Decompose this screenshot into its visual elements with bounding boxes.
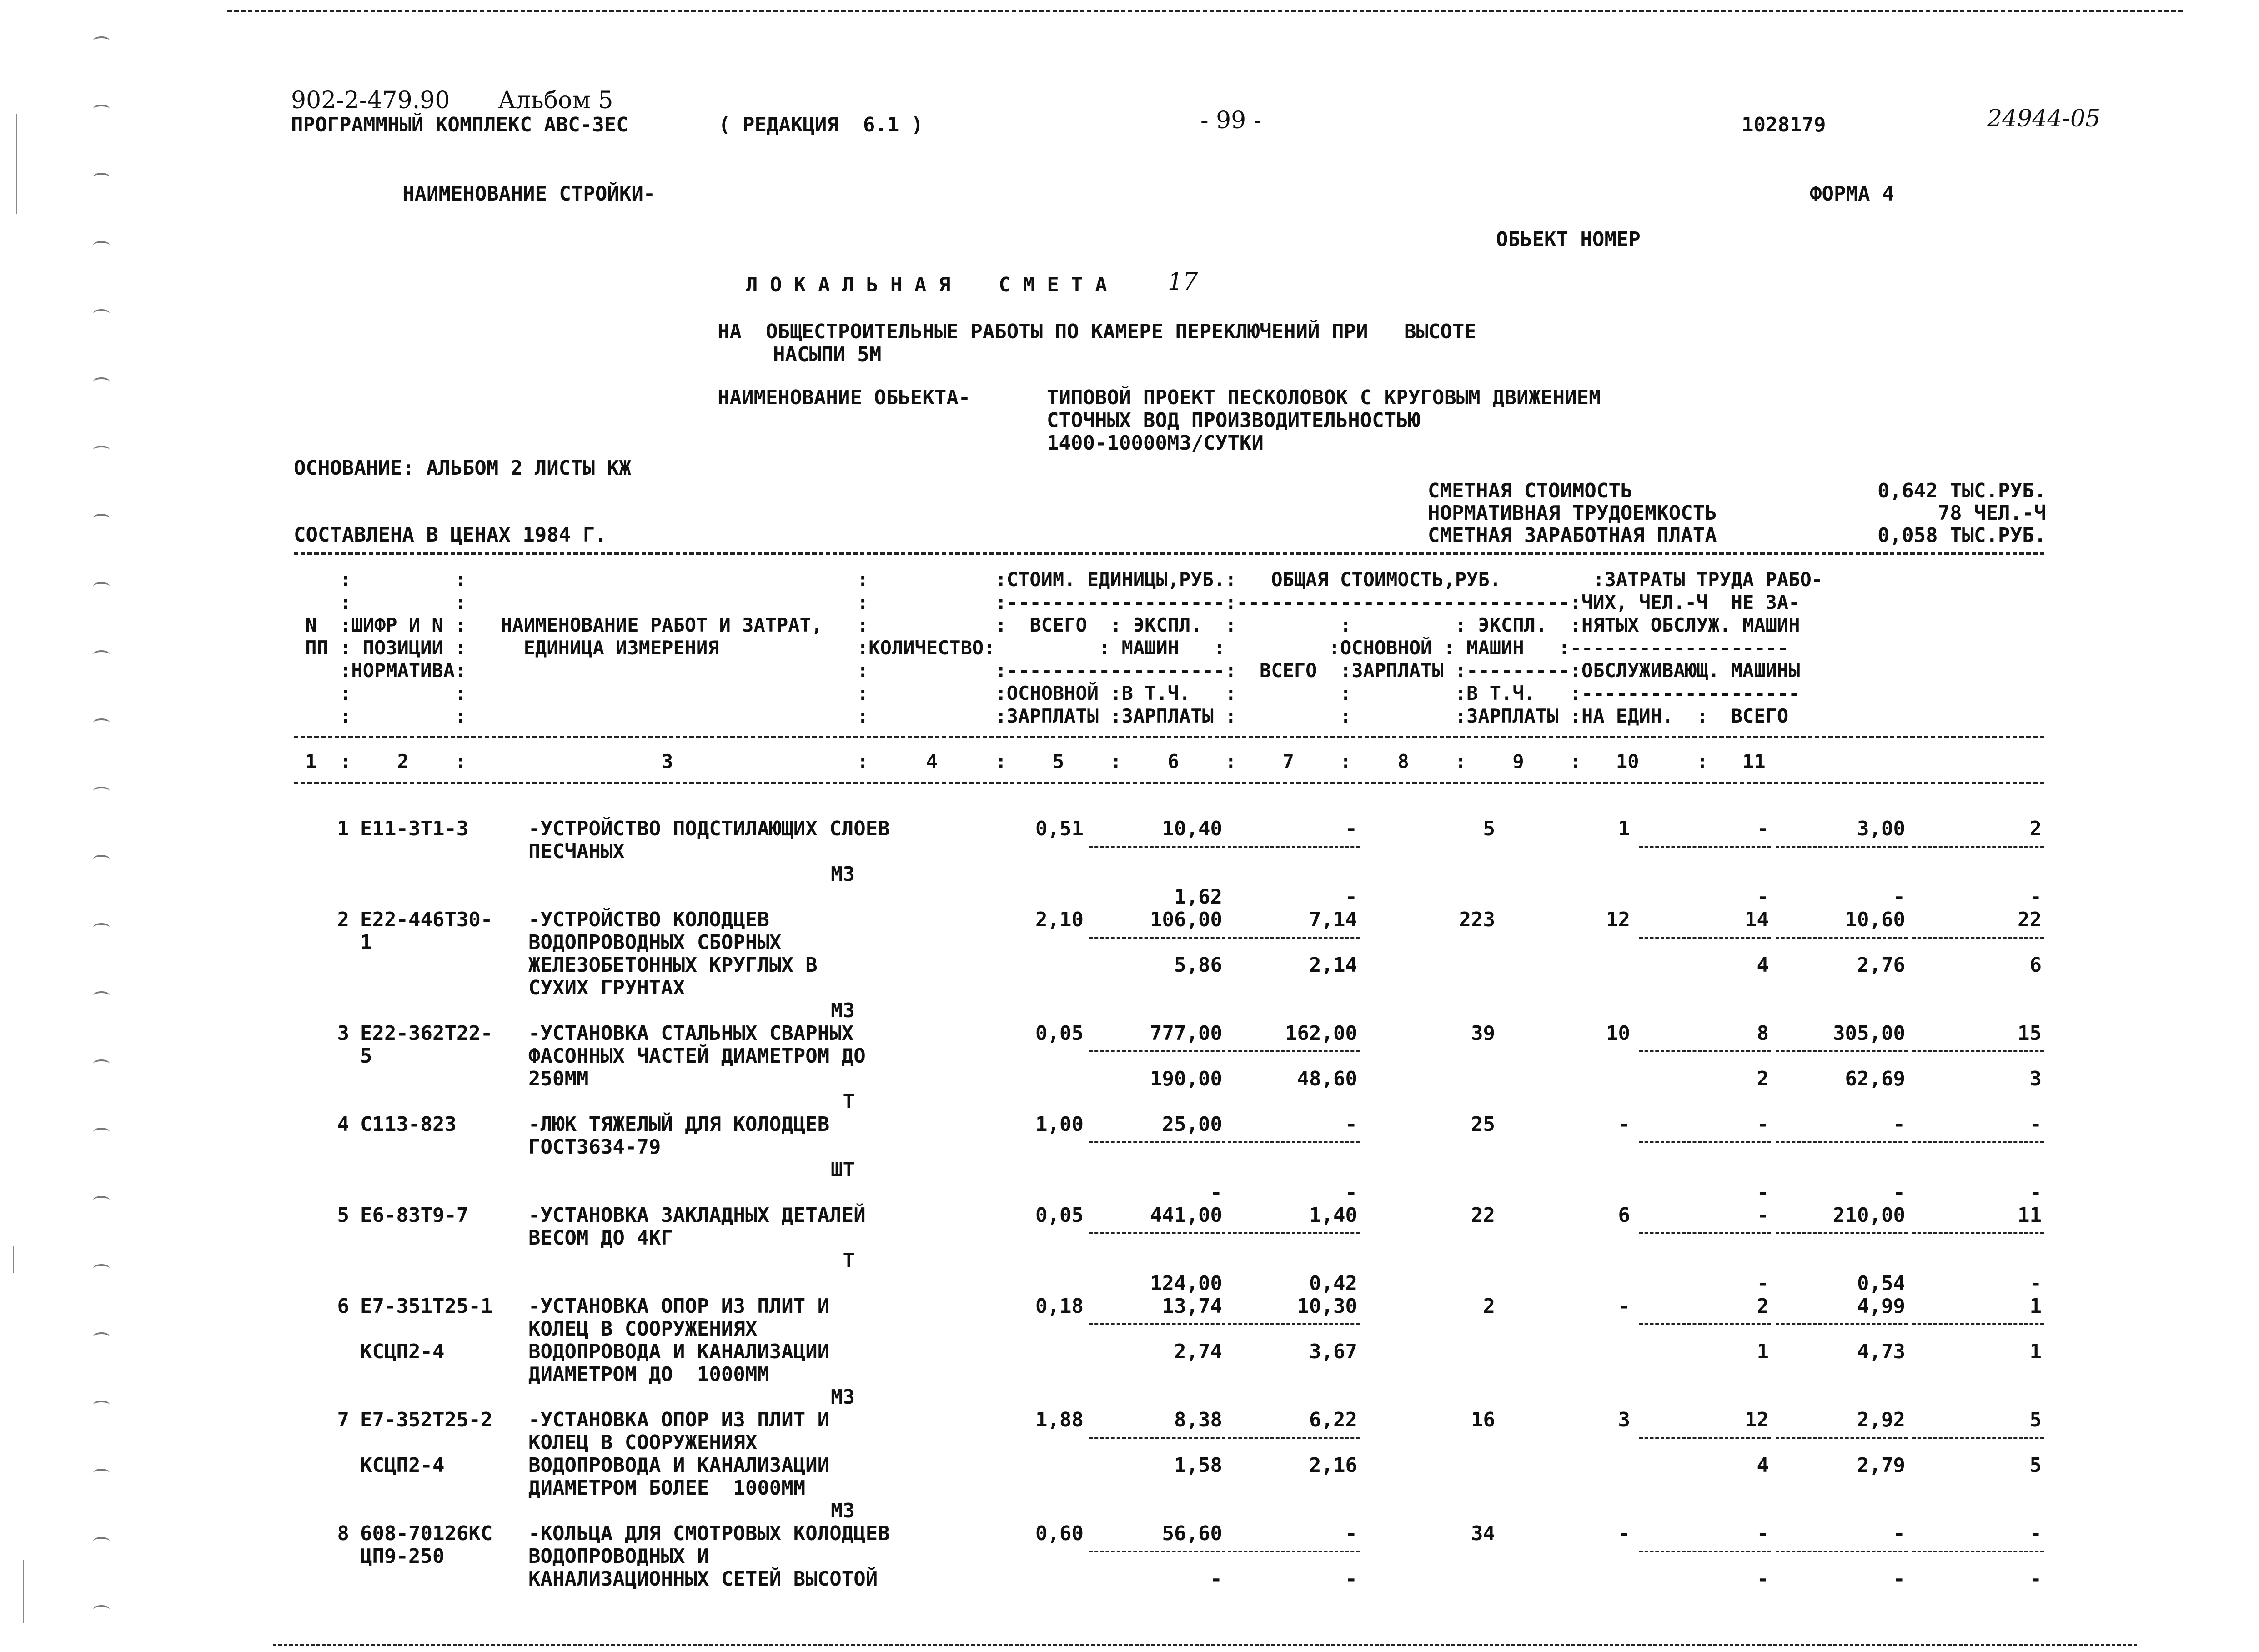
cell-separator-dashes [1912,1232,2044,1234]
binding-mark [93,718,110,727]
unit-of-measure: ШТ [831,1158,855,1181]
work-description: ВОДОПРОВОДА И КАНАЛИЗАЦИИ [528,1454,830,1477]
cell-separator-dashes [1089,937,1225,939]
norm-code: 5 [360,1044,372,1068]
cell-c8: 1 [1618,817,1630,840]
cell-separator-dashes [1776,1437,1908,1439]
unit-of-measure: М3 [831,1499,855,1522]
cell-c5: 441,00 [1150,1204,1222,1227]
cell-c7: 16 [1471,1408,1495,1431]
table-header-line: N :ШИФР И N : НАИМЕНОВАНИЕ РАБОТ И ЗАТРАТ, : : ВСЕГО : ЭКСПЛ. : : : ЭКСПЛ. :НЯТЫХ ОБСЛУЖ. МАШИН [294,614,1800,636]
binding-mark [93,1059,110,1068]
binding-mark [93,787,110,795]
cell-c9: 14 [1745,908,1769,931]
binding-mark [93,1332,110,1341]
work-description: -УСТАНОВКА СТАЛЬНЫХ СВАРНЫХ [528,1022,854,1045]
object-line-1: ТИПОВОЙ ПРОЕКТ ПЕСКОЛОВОК С КРУГОВЫМ ДВИЖЕНИЕМ [1047,386,1601,409]
cell-separator-dashes [1776,1232,1908,1234]
cell-separator-dashes [1639,1050,1771,1052]
work-description: КОЛЕЦ В СООРУЖЕНИЯХ [528,1431,758,1454]
cell-qty: 1,00 [1035,1113,1084,1136]
work-description: ГОСТ3634-79 [528,1135,661,1159]
cell-c8: - [1618,1113,1630,1136]
column-numbers: 1 : 2 : 3 : 4 : 5 : 6 : 7 : 8 : 9 : 10 : 11 [294,750,1766,773]
cell-c7: 25 [1471,1113,1495,1136]
cell-c11: 5 [2029,1408,2042,1431]
cell-c10: 2,92 [1857,1408,1905,1431]
norm-code: Е22-362Т22- [360,1022,493,1045]
work-description: -УСТАНОВКА ОПОР ИЗ ПЛИТ И [528,1295,830,1318]
cell-separator-dashes [1776,1050,1908,1052]
object-label: НАИМЕНОВАНИЕ ОБЬЕКТА- [718,386,971,409]
work-description: ВОДОПРОВОДНЫХ И [528,1545,709,1568]
binding-mark [93,1401,110,1409]
binding-mark [93,309,110,317]
norm-code: ЦП9-250 [360,1545,445,1568]
table-header-line: : : : :ОСНОВНОЙ :В Т.Ч. : : :В Т.Ч. :------------------- [294,682,1800,704]
cell-c7: 223 [1459,908,1495,931]
cell-qty: 2,10 [1035,908,1084,931]
binding-mark [93,650,110,658]
summary-label-cost: СМЕТНАЯ СТОИМОСТЬ [1428,479,1633,502]
cell-c9: - [1757,1181,1769,1204]
norm-code: 608-70126КС [360,1522,493,1545]
row-number: 5 [337,1204,349,1227]
object-line-3: 1400-10000М3/СУТКИ [1047,432,1264,455]
cell-c11: - [2029,1272,2042,1295]
cell-separator-dashes [1912,937,2044,939]
binding-mark [93,446,110,454]
cell-c6: 7,14 [1309,908,1357,931]
cell-c6: 1,40 [1309,1204,1357,1227]
unit-of-measure: М3 [831,1386,855,1409]
cell-separator-dashes [1912,846,2044,848]
summary-label-wages: СМЕТНАЯ ЗАРАБОТНАЯ ПЛАТА [1428,524,1717,547]
table-header-line: : : : :-------------------:-----------------------------:ЧИХ, ЧЕЛ.-Ч НЕ ЗА- [294,591,1800,613]
cell-separator-dashes [1228,1050,1360,1052]
cell-c6: 2,14 [1309,954,1357,977]
unit-of-measure: М3 [831,999,855,1022]
work-description: -КОЛЬЦА ДЛЯ СМОТРОВЫХ КОЛОДЦЕВ [528,1522,890,1545]
cell-c6: - [1345,1113,1357,1136]
cell-c10: - [1893,1567,1905,1591]
cell-c5: 10,40 [1162,817,1222,840]
cell-c9: - [1757,885,1769,909]
cell-separator-dashes [1089,1437,1225,1439]
cell-qty: 1,88 [1035,1408,1084,1431]
cell-c6: - [1345,1181,1357,1204]
cell-c6: 48,60 [1297,1067,1357,1090]
object-line-2: СТОЧНЫХ ВОД ПРОИЗВОДИТЕЛЬНОСТЬЮ [1047,409,1421,432]
norm-code: Е11-3Т1-3 [360,817,469,840]
norm-code: Е6-83Т9-7 [360,1204,469,1227]
column-numbers-bottom-rule [294,782,2044,784]
summary-value-wages: 0,058 ТЫС.РУБ. [1877,524,2046,547]
bottom-border-line [273,1644,2137,1646]
cell-c7: 22 [1471,1204,1495,1227]
program-name: ПРОГРАММНЫЙ КОМПЛЕКС АВС-3ЕС [291,113,628,136]
cell-separator-dashes [1228,1232,1360,1234]
doc-number: 902-2-479.90 [291,87,450,114]
cell-c10: - [1893,885,1905,909]
cell-c8: - [1618,1522,1630,1545]
cell-c5: 190,00 [1150,1067,1222,1090]
binding-mark [93,582,110,590]
cell-c11: - [2029,1181,2042,1204]
work-description: ДИАМЕТРОМ БОЛЕЕ 1000ММ [528,1476,806,1500]
cell-c5: 8,38 [1174,1408,1222,1431]
cell-c11: 15 [2018,1022,2042,1045]
cell-c10: 0,54 [1857,1272,1905,1295]
cell-separator-dashes [1639,937,1771,939]
cell-c6: - [1345,885,1357,909]
cell-c11: - [2029,1522,2042,1545]
cell-c11: - [2029,1567,2042,1591]
archive-number: 24944-05 [1987,105,2101,132]
work-description: ПЕСЧАНЫХ [528,840,625,863]
binding-mark [93,855,110,863]
cell-qty: 0,60 [1035,1522,1084,1545]
work-description: СУХИХ ГРУНТАХ [528,976,685,999]
cell-separator-dashes [1639,1323,1771,1325]
binding-mark [93,173,110,181]
cell-c5: 777,00 [1150,1022,1222,1045]
binding-mark [93,1196,110,1204]
cell-separator-dashes [1089,1050,1225,1052]
estimate-number: 17 [1168,268,1198,296]
cell-c5: - [1210,1181,1222,1204]
cell-separator-dashes [1776,1141,1908,1143]
binding-mark [93,1605,110,1613]
cell-c9: - [1757,817,1769,840]
cell-c10: 4,73 [1857,1340,1905,1363]
cell-c9: - [1757,1204,1769,1227]
cell-c5: 1,58 [1174,1454,1222,1477]
cell-c9: 12 [1745,1408,1769,1431]
work-description: -УСТАНОВКА ОПОР ИЗ ПЛИТ И [528,1408,830,1431]
work-description: ДИАМЕТРОМ ДО 1000ММ [528,1363,769,1386]
cell-c6: 162,00 [1285,1022,1357,1045]
cell-c9: - [1757,1522,1769,1545]
binding-mark [93,514,110,522]
unit-of-measure: М3 [831,863,855,886]
row-number: 2 [337,908,349,931]
cell-separator-dashes [1912,1437,2044,1439]
cell-qty: 0,05 [1035,1022,1084,1045]
cell-c8: - [1618,1295,1630,1318]
cell-c5: 13,74 [1162,1295,1222,1318]
construction-label: НАИМЕНОВАНИЕ СТРОЙКИ- [402,182,656,206]
cell-separator-dashes [1228,1141,1360,1143]
table-header-line: :НОРМАТИВА: : :-------------------: ВСЕГО :ЗАРПЛАТЫ :---------:ОБСЛУЖИВАЮЩ. МАШИНЫ [294,659,1800,682]
cell-separator-dashes [1776,846,1908,848]
price-level-text: СОСТАВЛЕНА В ЦЕНАХ 1984 Г. [294,523,607,547]
cell-c10: 10,60 [1845,908,1905,931]
cell-c5: - [1210,1567,1222,1591]
binding-mark [93,36,110,45]
summary-value-labor: 78 ЧЕЛ.-Ч [1938,502,2046,525]
cell-separator-dashes [1089,846,1225,848]
cell-c10: 4,99 [1857,1295,1905,1318]
cell-separator-dashes [1639,1232,1771,1234]
row-number: 6 [337,1295,349,1318]
code-number: 1028179 [1742,113,1826,136]
cell-c8: 3 [1618,1408,1630,1431]
cell-c10: - [1893,1522,1905,1545]
cell-separator-dashes [1776,1323,1908,1325]
cell-c7: 2 [1483,1295,1495,1318]
cell-c5: 2,74 [1174,1340,1222,1363]
cell-separator-dashes [1912,1050,2044,1052]
cell-c9: 8 [1757,1022,1769,1045]
edition: ( РЕДАКЦИЯ 6.1 ) [718,113,924,136]
row-number: 1 [337,817,349,840]
cell-separator-dashes [1912,1141,2044,1143]
cell-c5: 124,00 [1150,1272,1222,1295]
work-description: ВОДОПРОВОДА И КАНАЛИЗАЦИИ [528,1340,830,1363]
cell-separator-dashes [1089,1323,1225,1325]
cell-c11: 1 [2029,1340,2042,1363]
cell-c6: - [1345,1567,1357,1591]
basis-text: ОСНОВАНИЕ: АЛЬБОМ 2 ЛИСТЫ КЖ [294,457,631,480]
subject-line-2: НАСЫПИ 5М [773,343,882,366]
work-description: -УСТАНОВКА ЗАКЛАДНЫХ ДЕТАЛЕЙ [528,1204,866,1227]
cell-c6: 10,30 [1297,1295,1357,1318]
cell-c10: 2,76 [1857,954,1905,977]
cell-c11: 3 [2029,1067,2042,1090]
cell-separator-dashes [1639,846,1771,848]
cell-separator-dashes [1228,1437,1360,1439]
binding-mark [93,1469,110,1477]
cell-separator-dashes [1089,1551,1225,1552]
cell-c5: 106,00 [1150,908,1222,931]
table-header-line: : : : :ЗАРПЛАТЫ :ЗАРПЛАТЫ : : :ЗАРПЛАТЫ :НА ЕДИН. : ВСЕГО [294,705,1789,727]
cell-c9: 1 [1757,1340,1769,1363]
cell-c8: 10 [1606,1022,1630,1045]
norm-code: Е7-352Т25-2 [360,1408,493,1431]
cell-c11: 2 [2029,817,2042,840]
binding-vertical-mark [16,114,17,214]
binding-vertical-mark [13,1246,14,1273]
cell-c9: 2 [1757,1295,1769,1318]
object-number-label: ОБЬЕКТ НОМЕР [1496,228,1641,251]
work-description: 250ММ [528,1067,589,1090]
cell-c6: 0,42 [1309,1272,1357,1295]
cell-c5: 1,62 [1174,885,1222,909]
binding-mark [93,1264,110,1272]
cell-separator-dashes [1089,1141,1225,1143]
table-top-rule [294,552,2044,555]
table-header-line: : : : :СТОИМ. ЕДИНИЦЫ,РУБ.: ОБЩАЯ СТОИМОСТЬ,РУБ. :ЗАТРАТЫ ТРУДА РАБО- [294,568,1823,591]
cell-separator-dashes [1228,937,1360,939]
column-numbers-top-rule [294,736,2044,738]
cell-c8: 12 [1606,908,1630,931]
work-description: -ЛЮК ТЯЖЕЛЫЙ ДЛЯ КОЛОДЦЕВ [528,1113,830,1136]
cell-c11: 6 [2029,954,2042,977]
cell-c9: 4 [1757,1454,1769,1477]
cell-c10: 3,00 [1857,817,1905,840]
cell-separator-dashes [1228,846,1360,848]
cell-c9: 2 [1757,1067,1769,1090]
cell-c7: 39 [1471,1022,1495,1045]
binding-vertical-mark [23,1560,24,1623]
cell-c10: 305,00 [1833,1022,1905,1045]
cell-c9: - [1757,1567,1769,1591]
cell-separator-dashes [1639,1551,1771,1552]
cell-c10: 210,00 [1833,1204,1905,1227]
norm-code: 1 [360,931,372,954]
cell-c9: - [1757,1272,1769,1295]
subject-line-1: НА ОБЩЕСТРОИТЕЛЬНЫЕ РАБОТЫ ПО КАМЕРЕ ПЕРЕКЛЮЧЕНИЙ ПРИ ВЫСОТЕ [718,320,1476,343]
cell-separator-dashes [1776,1551,1908,1552]
cell-c7: 5 [1483,817,1495,840]
cell-c11: 5 [2029,1454,2042,1477]
top-border-line [227,10,2183,12]
work-description: КОЛЕЦ В СООРУЖЕНИЯХ [528,1317,758,1341]
work-description: ВОДОПРОВОДНЫХ СБОРНЫХ [528,931,782,954]
cell-separator-dashes [1089,1232,1225,1234]
cell-c11: 22 [2018,908,2042,931]
norm-code: Е22-446Т30- [360,908,493,931]
summary-value-cost: 0,642 ТЫС.РУБ. [1877,479,2046,502]
cell-separator-dashes [1912,1323,2044,1325]
unit-of-measure: Т [843,1249,855,1272]
cell-c5: 5,86 [1174,954,1222,977]
cell-separator-dashes [1639,1141,1771,1143]
binding-mark [93,377,110,386]
row-number: 7 [337,1408,349,1431]
cell-c10: 2,79 [1857,1454,1905,1477]
summary-label-labor: НОРМАТИВНАЯ ТРУДОЕМКОСТЬ [1428,502,1717,525]
cell-c6: - [1345,1522,1357,1545]
cell-c6: - [1345,817,1357,840]
cell-qty: 0,05 [1035,1204,1084,1227]
row-number: 3 [337,1022,349,1045]
cell-separator-dashes [1639,1437,1771,1439]
cell-qty: 0,51 [1035,817,1084,840]
cell-c8: 6 [1618,1204,1630,1227]
cell-c10: - [1893,1181,1905,1204]
work-description: ВЕСОМ ДО 4КГ [528,1226,673,1250]
cell-c5: 56,60 [1162,1522,1222,1545]
cell-c6: 2,16 [1309,1454,1357,1477]
binding-mark [93,241,110,249]
cell-c11: 11 [2018,1204,2042,1227]
form-label: ФОРМА 4 [1810,182,1894,206]
cell-c9: - [1757,1113,1769,1136]
binding-mark [93,991,110,999]
cell-c11: - [2029,1113,2042,1136]
norm-code: С113-823 [360,1113,457,1136]
row-number: 4 [337,1113,349,1136]
norm-code: КСЦП2-4 [360,1340,445,1363]
work-description: ФАСОННЫХ ЧАСТЕЙ ДИАМЕТРОМ ДО [528,1044,866,1068]
page-number: - 99 - [1200,107,1262,134]
work-description: -УСТРОЙСТВО ПОДСТИЛАЮЩИХ СЛОЕВ [528,817,890,840]
cell-separator-dashes [1776,937,1908,939]
binding-mark [93,105,110,113]
cell-separator-dashes [1228,1551,1360,1552]
cell-c7: 34 [1471,1522,1495,1545]
cell-qty: 0,18 [1035,1295,1084,1318]
norm-code: Е7-351Т25-1 [360,1295,493,1318]
cell-c6: 3,67 [1309,1340,1357,1363]
estimate-title: Л О К А Л Ь Н А Я С М Е Т А [746,273,1107,296]
cell-c11: 1 [2029,1295,2042,1318]
row-number: 8 [337,1522,349,1545]
table-header-line: ПП : ПОЗИЦИИ : ЕДИНИЦА ИЗМЕРЕНИЯ :КОЛИЧЕСТВО: : МАШИН : :ОСНОВНОЙ : МАШИН :------------------- [294,637,1789,659]
norm-code: КСЦП2-4 [360,1454,445,1477]
work-description: -УСТРОЙСТВО КОЛОДЦЕВ [528,908,769,931]
cell-c6: 6,22 [1309,1408,1357,1431]
album-label: Альбом 5 [498,87,613,114]
cell-c9: 4 [1757,954,1769,977]
work-description: КАНАЛИЗАЦИОННЫХ СЕТЕЙ ВЫСОТОЙ [528,1567,878,1591]
cell-separator-dashes [1912,1551,2044,1552]
cell-c10: 62,69 [1845,1067,1905,1090]
unit-of-measure: Т [843,1090,855,1113]
cell-separator-dashes [1228,1323,1360,1325]
cell-c5: 25,00 [1162,1113,1222,1136]
cell-c10: - [1893,1113,1905,1136]
work-description: ЖЕЛЕЗОБЕТОННЫХ КРУГЛЫХ В [528,954,818,977]
cell-c11: - [2029,885,2042,909]
